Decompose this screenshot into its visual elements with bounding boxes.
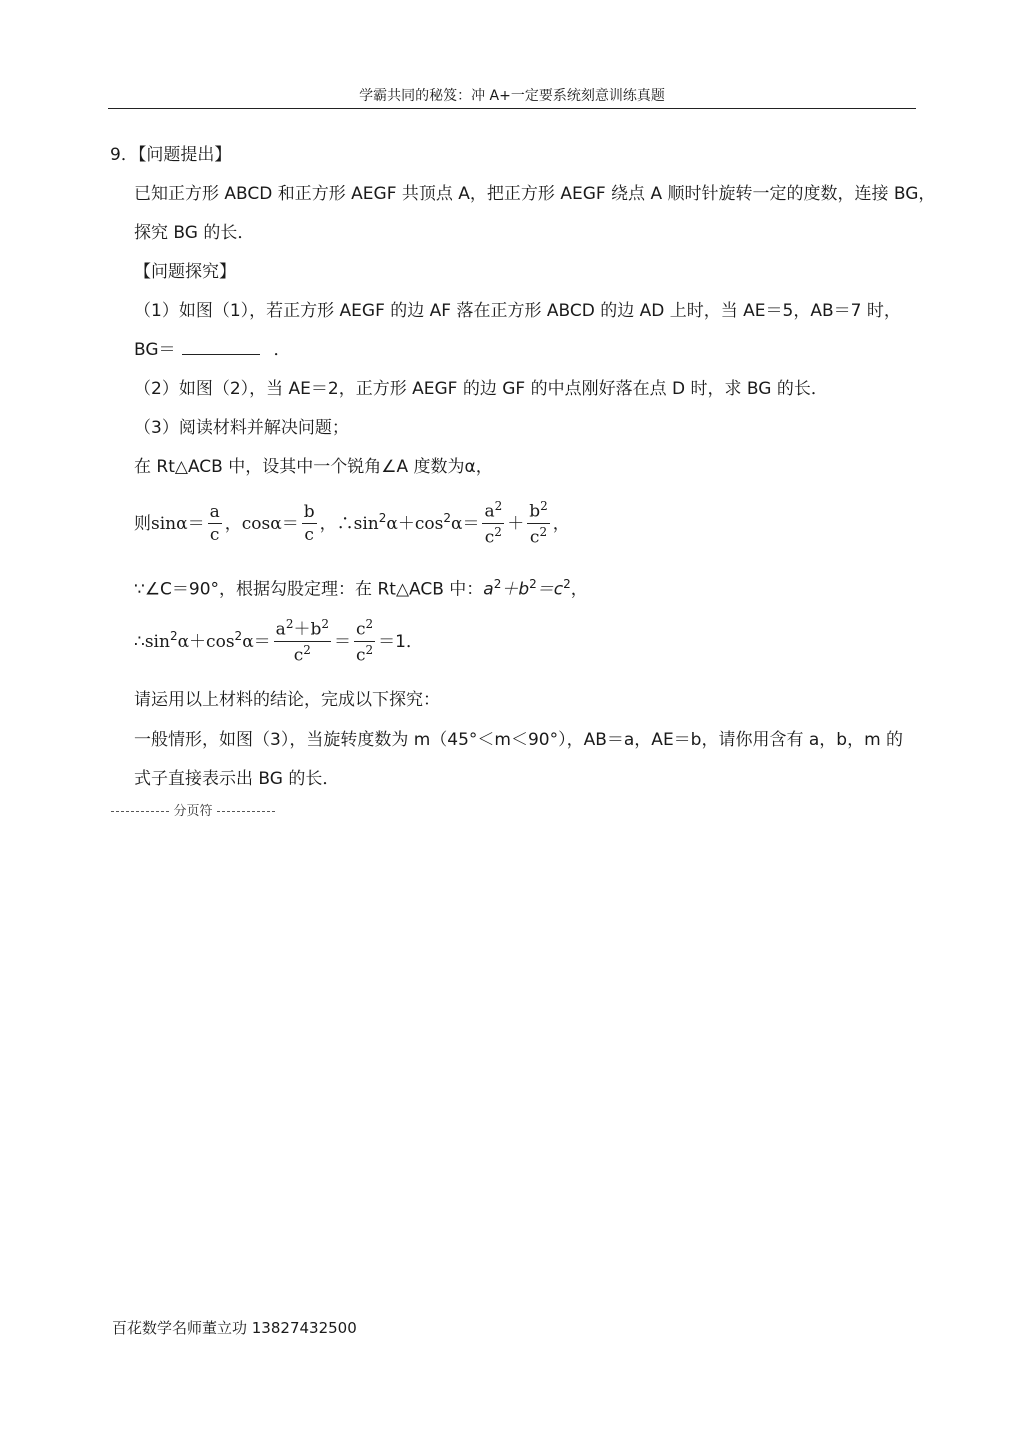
general-case-line-2: 式子直接表示出 BG 的长． (134, 769, 340, 789)
formula-text: α＝ (242, 631, 271, 652)
exponent: 2 (493, 577, 502, 591)
formula-text: 则 (134, 513, 151, 534)
exponent: 2 (169, 629, 178, 644)
material-line-3 (134, 572, 588, 602)
question-1-end: ． (273, 340, 291, 360)
question-1-line-1: （1）如图（1），若正方形 AEGF 的边 AF 落在正方形 ABCD 的边 AD 上时，当 AE＝5，AB＝7 时， (134, 301, 901, 321)
section-title-problem: 【问题提出】 (137, 145, 232, 165)
answer-blank (182, 338, 260, 355)
formula-text: ＝1． (378, 631, 423, 652)
exponent: 2 (285, 617, 294, 631)
general-case-line-1: 一般情形，如图（3），当旋转度数为 m（45°＜m＜90°），AB＝a，AE＝b，请你用含有 a，b，m 的 (134, 730, 904, 750)
fraction-denominator: c (209, 525, 220, 546)
fraction-numerator: ＋b (293, 619, 322, 640)
exponent: 2 (494, 499, 503, 513)
exponent: 2 (234, 629, 243, 644)
fraction-numerator: b (302, 503, 317, 525)
exponent: 2 (539, 525, 548, 540)
exponent: 2 (321, 617, 329, 631)
formula-text: ∴sin (134, 631, 170, 652)
material-formula-1 (134, 500, 570, 548)
page-footer: 百花数学名师董立功 13827432500 (112, 1319, 357, 1337)
apply-instruction: 请运用以上材料的结论，完成以下探究： (134, 690, 440, 710)
question-2: （2）如图（2），当 AE＝2，正方形 AEGF 的边 GF 的中点刚好落在点 D 时，求 BG 的长． (134, 379, 828, 399)
exponent: 2 (443, 511, 451, 526)
formula-text: ＝ (333, 631, 351, 652)
formula-text: ＝c (536, 579, 564, 600)
page-header: 学霸共同的秘笈：冲 A+一定要系统刻意训练真题 (108, 86, 916, 109)
fraction-numerator: a (484, 501, 495, 522)
formula-text: ＋b (501, 579, 530, 600)
fraction-a-over-c (208, 503, 222, 545)
intro-line-1: 已知正方形 ABCD 和正方形 AEGF 共顶点 A，把正方形 AEGF 绕点 A 顺时针旋转一定的度数，连接 BG， (134, 184, 936, 204)
fraction-b2-over-c2 (527, 500, 550, 548)
formula-text: sinα＝ (151, 513, 205, 534)
formula-text: cosα＝ (241, 513, 299, 534)
bg-label: BG＝ (134, 340, 176, 360)
page-break-marker (108, 804, 278, 820)
formula-text: ， (224, 513, 242, 534)
fraction-c2-over-c2 (354, 618, 375, 666)
fraction-denominator: c (355, 646, 366, 666)
exponent: 2 (529, 577, 537, 591)
page-break-label: 分页符 (173, 804, 213, 819)
section-title-explore: 【问题探究】 (134, 262, 236, 282)
exponent: 2 (378, 511, 387, 526)
fraction-b-over-c (302, 503, 317, 545)
formula-text: α＋cos (177, 631, 235, 652)
fraction-denominator: c (304, 525, 314, 546)
fraction-sum-over-c2 (274, 618, 331, 666)
fraction-numerator: a (208, 503, 222, 525)
formula-text: ， (570, 579, 588, 600)
exponent: 2 (365, 643, 374, 658)
exponent: 2 (540, 499, 548, 513)
pythagoras-text: ∵∠C＝90°，根据勾股定理：在 Rt△ACB 中： (134, 579, 484, 600)
material-line-1: 在 Rt△ACB 中，设其中一个锐角∠A 度数为α， (134, 457, 493, 477)
exponent: 2 (365, 617, 374, 631)
formula-text: α＝ (450, 513, 480, 534)
problem-heading (110, 143, 231, 167)
intro-line-2: 探究 BG 的长． (134, 223, 255, 243)
problem-number: 9． (110, 145, 138, 165)
exponent: 2 (303, 643, 311, 658)
formula-text: a (483, 579, 494, 600)
formula-text: α＋cos (386, 513, 444, 534)
exponent: 2 (563, 577, 571, 591)
fraction-denominator: c (529, 528, 540, 548)
fraction-denominator: c (293, 646, 304, 666)
fraction-numerator: a (275, 619, 286, 640)
question-1-line-2 (134, 338, 291, 362)
fraction-numerator: c (355, 619, 366, 640)
exponent: 2 (494, 525, 502, 540)
fraction-numerator: b (529, 501, 541, 522)
formula-text: ，∴sin (319, 513, 379, 534)
formula-text: ＋ (507, 513, 525, 534)
fraction-a2-over-c2 (482, 500, 504, 548)
formula-text: ， (552, 513, 570, 534)
fraction-denominator: c (484, 528, 495, 548)
page-break-dash (111, 811, 169, 812)
page-break-dash (217, 811, 275, 812)
question-3: （3）阅读材料并解决问题； (134, 418, 349, 438)
material-formula-2 (134, 618, 423, 666)
